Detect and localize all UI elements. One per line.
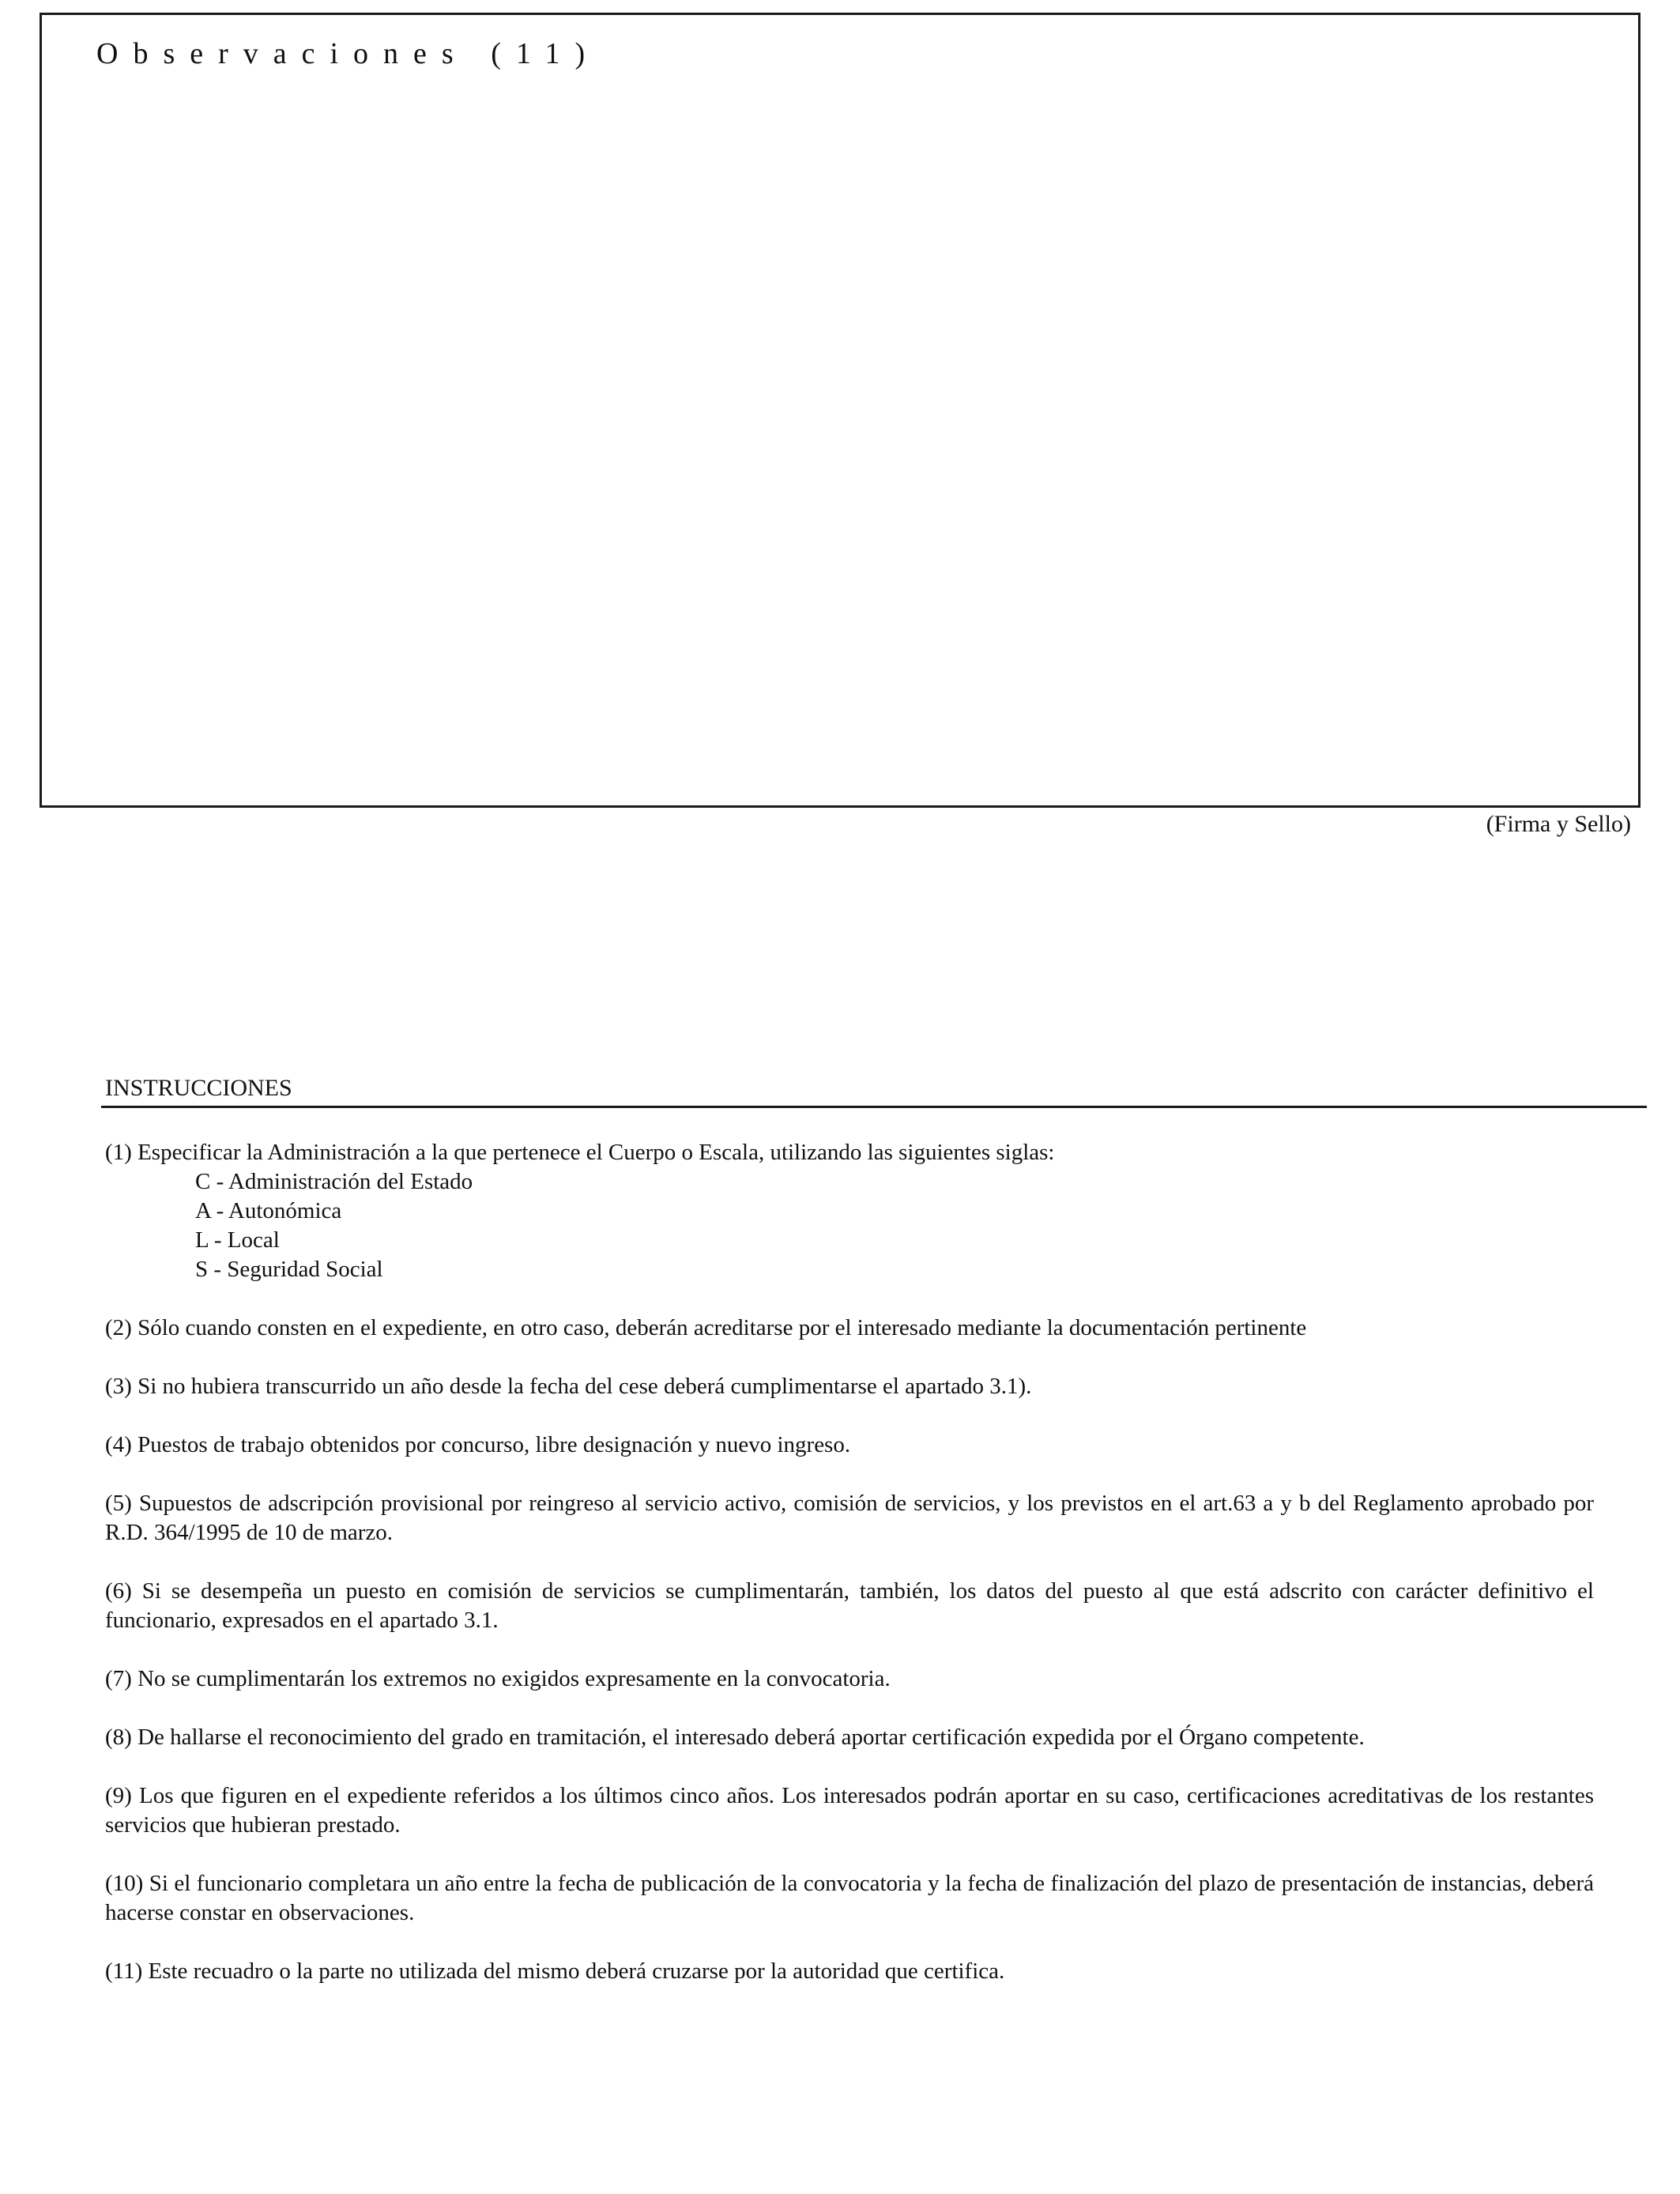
siglas-list: [105, 1167, 1594, 1284]
observaciones-title: Observaciones (11): [96, 37, 601, 70]
instruction-item-1: [105, 1138, 1594, 1284]
instrucciones-heading: INSTRUCCIONES: [105, 1075, 292, 1101]
sigla-item: S - Seguridad Social: [195, 1257, 383, 1282]
sigla-item: A - Autonómica: [195, 1198, 342, 1223]
instruction-item-6: (6) Si se desempeña un puesto en comisión de servicios se cumplimentarán, también, los datos del puesto al que está adscrito con carácter definitivo el funcionario, expresados en el apartado 3.1.: [105, 1578, 1594, 1633]
observaciones-box: [40, 13, 1640, 808]
instruction-item-5: (5) Supuestos de adscripción provisional por reingreso al servicio activo, comisión de servicios, y los previstos en el art.63 a y b del Reglamento aprobado por R.D. 364/1995 de 10 de marzo.: [105, 1491, 1594, 1545]
instruction-item-2: (2) Sólo cuando consten en el expediente, en otro caso, deberán acreditarse por el interesado mediante la documentación pertinente: [105, 1315, 1307, 1340]
instruction-item-8: (8) De hallarse el reconocimiento del grado en tramitación, el interesado deberá aportar certificación expedida por el Órgano competente.: [105, 1725, 1365, 1750]
instruction-item-11: (11) Este recuadro o la parte no utilizada del mismo deberá cruzarse por la autoridad que certifica.: [105, 1958, 1005, 1984]
instruction-item-3: (3) Si no hubiera transcurrido un año desde la fecha del cese deberá cumplimentarse el apartado 3.1).: [105, 1374, 1032, 1399]
instruction-text: (1) Especificar la Administración a la que pertenece el Cuerpo o Escala, utilizando las siguientes siglas:: [105, 1140, 1055, 1165]
instruction-item-4: (4) Puestos de trabajo obtenidos por concurso, libre designación y nuevo ingreso.: [105, 1432, 851, 1457]
sigla-item: C - Administración del Estado: [195, 1169, 473, 1194]
instruction-item-10: (10) Si el funcionario completara un año entre la fecha de publicación de la convocatoria y la fecha de finalización del plazo de presentación de instancias, deberá hacerse constar en observaciones.: [105, 1871, 1594, 1925]
instruction-item-7: (7) No se cumplimentarán los extremos no exigidos expresamente en la convocatoria.: [105, 1666, 891, 1691]
signature-caption: (Firma y Sello): [1486, 811, 1631, 837]
instrucciones-divider: [101, 1106, 1647, 1108]
instruction-item-9: (9) Los que figuren en el expediente referidos a los últimos cinco años. Los interesados podrán aportar en su caso, certificaciones acreditativas de los restantes servicios que hubieran prestado.: [105, 1783, 1594, 1838]
sigla-item: L - Local: [195, 1227, 280, 1253]
instrucciones-list: [105, 1138, 1594, 2015]
